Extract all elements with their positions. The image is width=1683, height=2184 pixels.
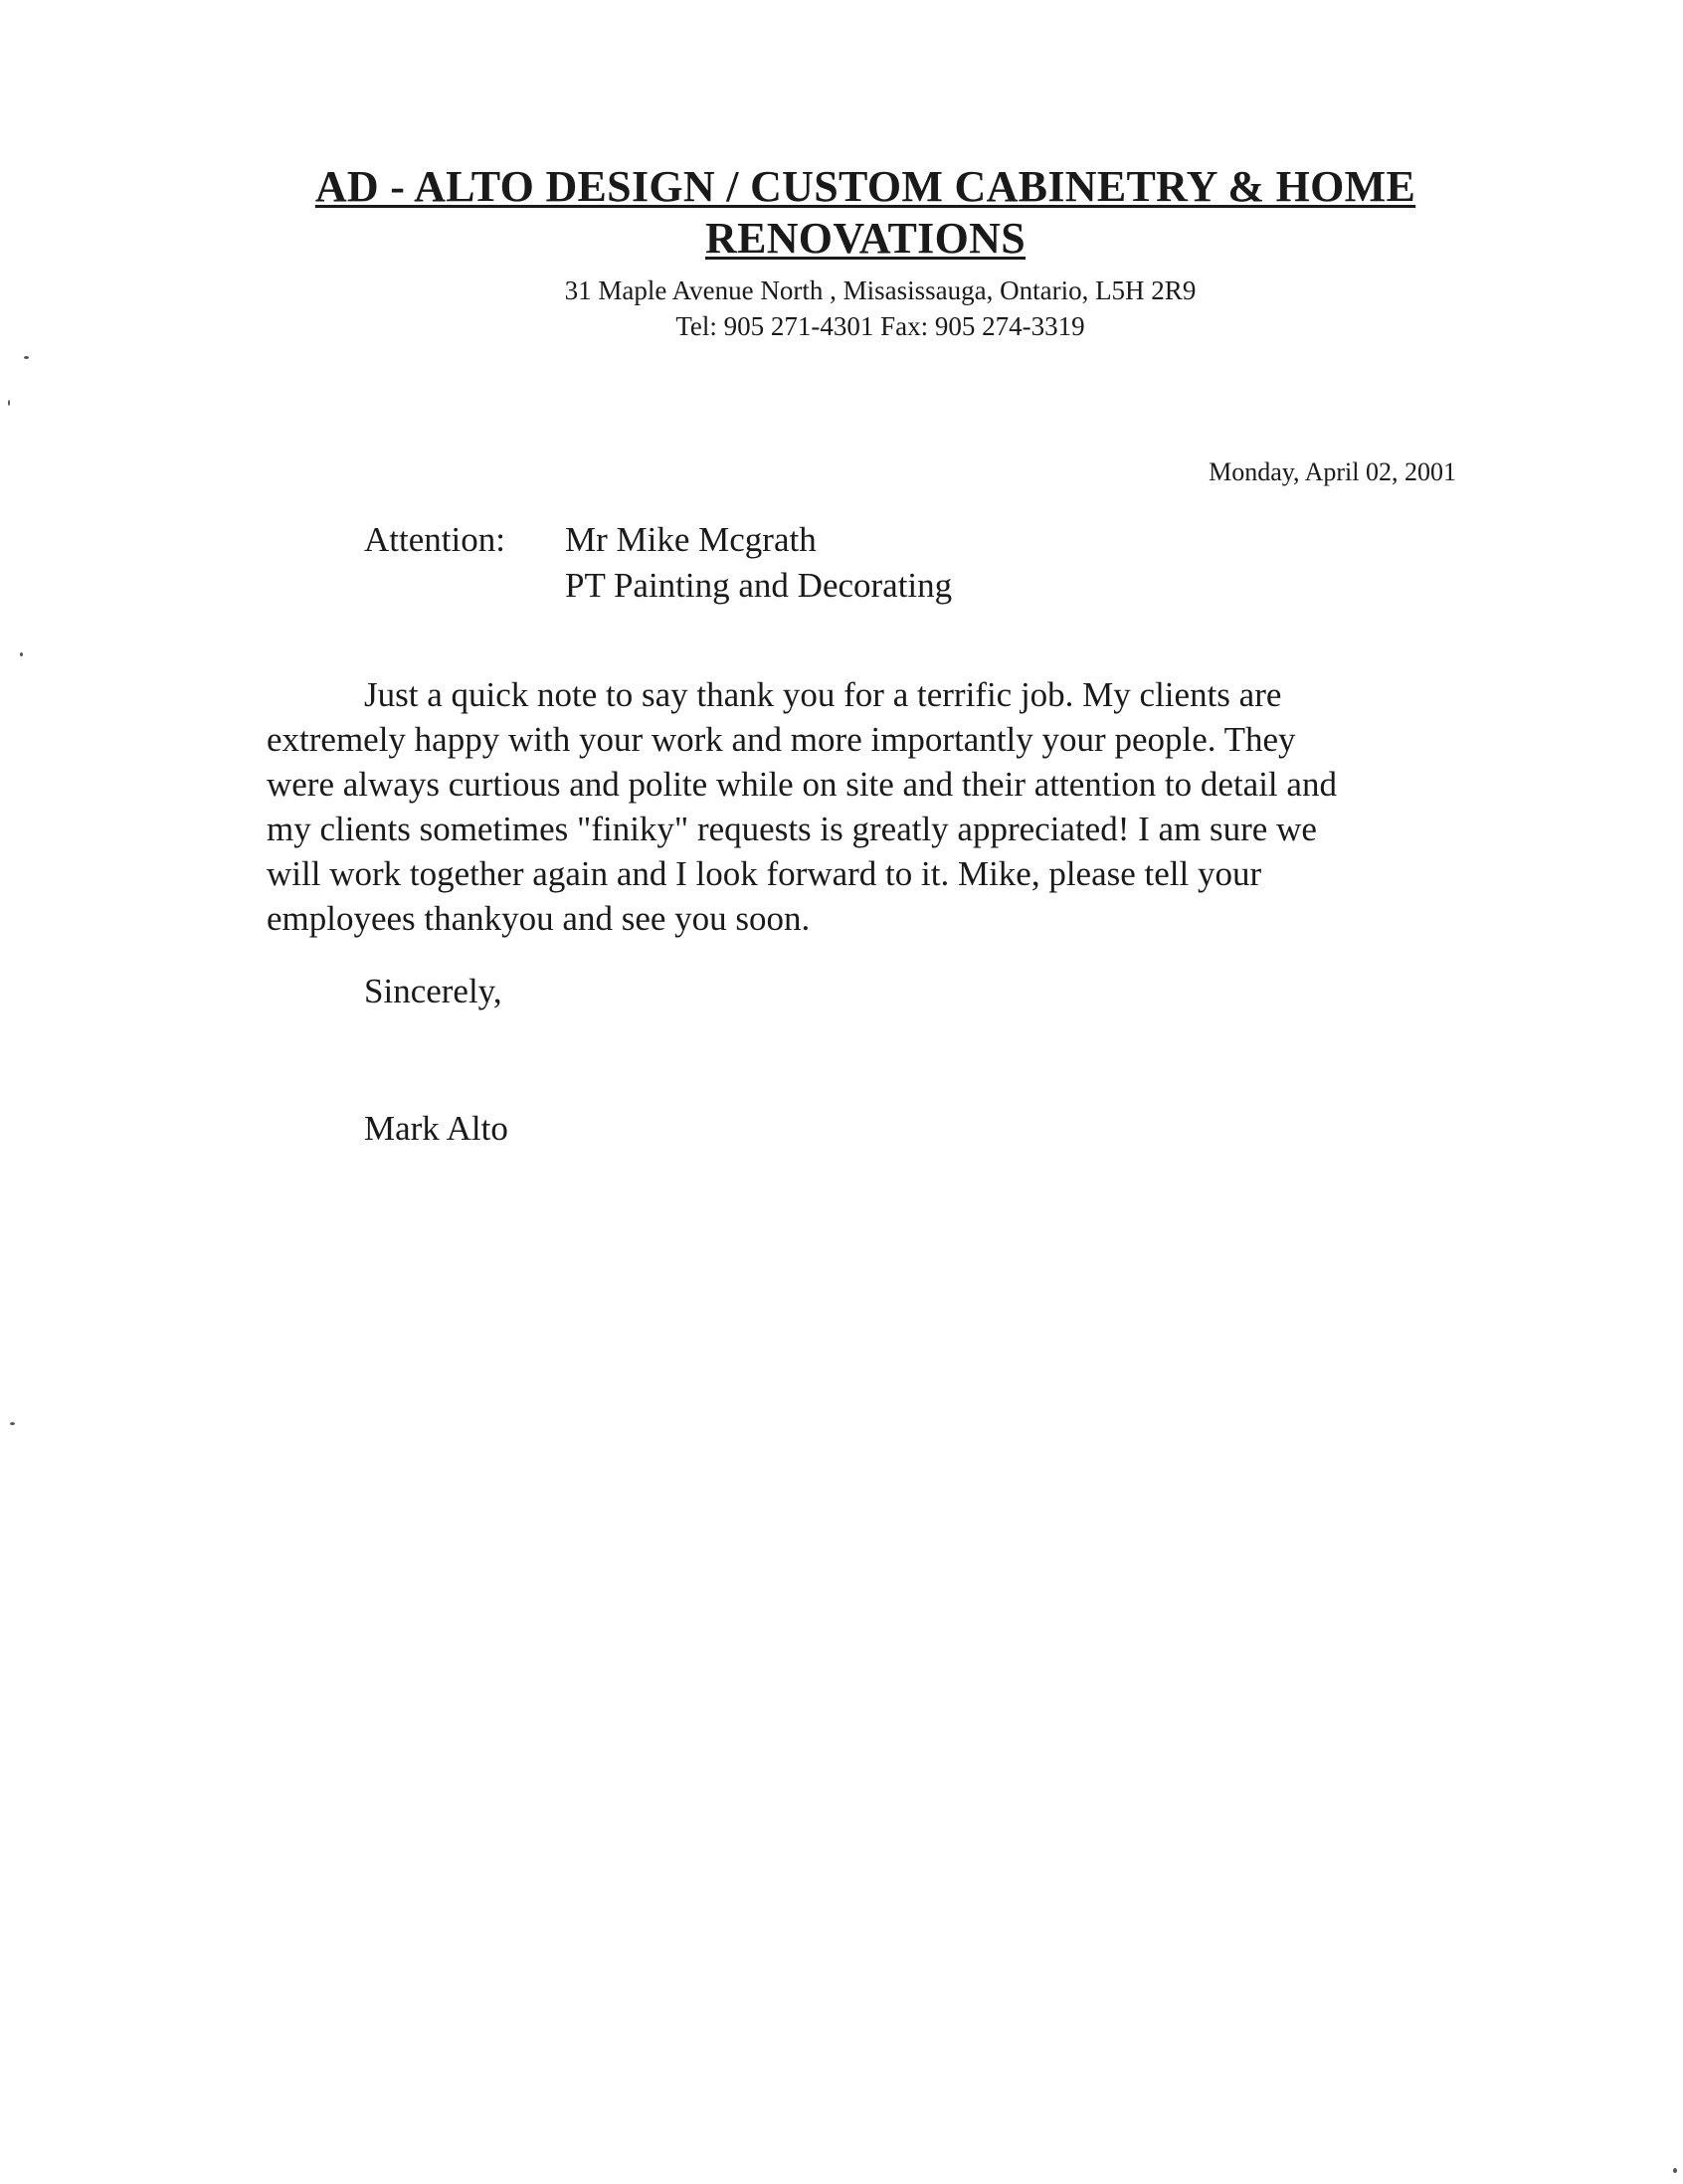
body-line: my clients sometimes "finiky" requests is greatly appreciated! I am sure we (267, 810, 1317, 848)
letter-body (267, 672, 1460, 941)
body-line: were always curtious and polite while on site and their attention to detail and (267, 765, 1337, 804)
body-line: will work together again and I look forward to it. Mike, please tell your (267, 854, 1262, 893)
scan-speck (10, 1422, 15, 1425)
attention-label: Attention: (364, 520, 505, 559)
recipient-name: Mr Mike Mcgrath (565, 520, 817, 559)
company-phone-fax: Tel: 905 271-4301 Fax: 905 274-3319 (675, 311, 1085, 341)
signer-name: Mark Alto (364, 1109, 508, 1148)
scan-speck (20, 652, 23, 656)
body-line: employees thankyou and see you soon. (267, 899, 811, 938)
recipient-company: PT Painting and Decorating (565, 566, 953, 605)
body-line: Just a quick note to say thank you for a terrific job. My clients are (364, 675, 1282, 714)
body-line: extremely happy with your work and more importantly your people. They (267, 720, 1296, 759)
company-name-line-1: AD - ALTO DESIGN / CUSTOM CABINETRY & HOME (314, 162, 1416, 211)
company-address: 31 Maple Avenue North , Misasissauga, Ontario, L5H 2R9 (564, 275, 1197, 305)
letter-date: Monday, April 02, 2001 (1209, 457, 1456, 486)
scan-speck (8, 400, 10, 406)
scan-speck (1673, 2168, 1677, 2173)
letterhead (298, 161, 1432, 344)
scan-speck (24, 356, 29, 359)
company-name-line-2: RENOVATIONS (705, 214, 1026, 263)
closing: Sincerely, (364, 972, 502, 1010)
recipient (565, 517, 1162, 609)
